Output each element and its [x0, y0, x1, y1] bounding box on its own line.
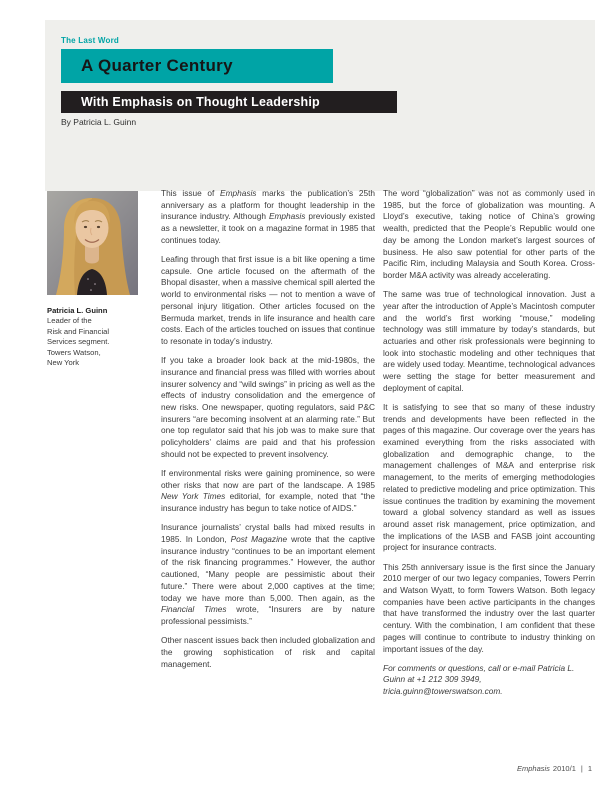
photo-caption	[47, 306, 155, 368]
page-title: A Quarter Century	[81, 56, 233, 75]
footer-magazine-name: Emphasis	[516, 764, 550, 773]
footer-issue: 2010/1	[552, 764, 576, 773]
portrait-illustration	[47, 191, 138, 295]
footer-divider: |	[580, 764, 583, 773]
caption-line: Risk and Financial	[47, 326, 110, 336]
paragraph: The word “globalization” was not as commonly used in 1985, but the force of globalization was mounting. A Lloyd’s executive, taking notice of China’s growing wealth, predicted that the People’s Republic would one day be among the London market’s largest sources of business. He also saw potential for other parts of the Pacific Rim, including Malaysia and South Korea. Cross-border M&A activity was already accelerating.	[383, 188, 595, 280]
byline: By Patricia L. Guinn	[61, 117, 137, 127]
footer-page-number: 1	[587, 764, 592, 773]
page-subtitle: With Emphasis on Thought Leadership	[81, 95, 320, 109]
paragraph: Leafing through that first issue is a bit like opening a time capsule. One article focused on the aftermath of the Bhopal disaster, when a massive chemical spill alerted the world to environmental risks — not to mention a wave of personal injury litigation. Other articles focused on the Bermuda market, trends in life insurance and health care costs. Each of the articles touched on issues that continue to resonate in today’s industry.	[161, 254, 375, 346]
paragraph: Other nascent issues back then included globalization and the growing sophistication of risk and capital management.	[161, 635, 376, 669]
paragraph: Insurance journalists’ crystal balls had mixed results in 1985. In London, Post Magazine wrote that the captive insurance industry “continues to be an important element of the risk financing programmes.” However, the author cautioned, “Many people are pessimistic about their future.” There were about 2,000 captives at the time; today we have more than 5,000. Then again, as the Financial Times wrote, “Insurers are by nature professional pessimists.”	[161, 522, 375, 626]
caption-line: Towers Watson,	[47, 347, 101, 357]
caption-name: Patricia L. Guinn	[47, 306, 108, 315]
portrait-photo	[47, 191, 138, 295]
paragraph: It is satisfying to see that so many of these industry trends and developments have been reflected in the pages of this magazine. Our coverage over the years has examined everything from the risks associated with globalization and demographic change, to the management challenges of M&A and enterprise risk management, to the merits of emerging methodologies related to predictive modeling and price optimization. This issue continues the tradition by examining the movement toward a global solvency standard as well as issues around asset risk management, price optimization, and the implications of the IASB and FASB joint accounting project for insurance contracts.	[383, 401, 595, 553]
caption-line: Leader of the	[47, 316, 92, 326]
contact-note: For comments or questions, call or e-mail Patricia L. Guinn at +1 212 309 3949, tricia.guinn@towerswatson.com.	[383, 662, 575, 697]
paragraph: If environmental risks were gaining prominence, so were other risks that now are part of the landscape. A 1985 New York Times editorial, for example, noted that “the insurance industry has begun to take notice of AIDS.”	[161, 467, 375, 514]
kicker: The Last Word	[61, 36, 120, 45]
paragraph: If you take a broader look back at the mid-1980s, the insurance and financial press was filled with worries about insurer solvency and “wild swings” in pricing as well as the effects of industry consolidation and the emergence of new risks. One newspaper, quoting regulators, said P&C insurers “are becoming insolvent at an alarming rate.” But one top regulator said that his job was to make sure that policyholders’ claims are paid and that his profession should not be expected to prevent insolvency.	[161, 355, 375, 459]
subtitle-box	[61, 91, 397, 113]
caption-line: New York	[47, 358, 80, 368]
page-footer	[517, 764, 592, 773]
paragraph: The same was true of technological innovation. Just a year after the introduction of Apple’s Macintosh computer and the world’s first working “mouse,” modeling technology was still immature by today’s standards, but actuaries and other risk professionals were beginning to look into stochastic modeling and other techniques that are widely used today. Meantime, technological advances were setting the stage for better measurement and deployment of capital.	[383, 289, 595, 393]
article-column-2	[383, 188, 595, 705]
title-box	[61, 49, 333, 83]
caption-line: Services segment.	[47, 337, 110, 347]
paragraph: This issue of Emphasis marks the publication’s 25th anniversary as a platform for thought leadership in the insurance industry. Although Emphasis previously existed as a newsletter, it took on a magazine format in 1985 that continues today.	[161, 188, 375, 245]
paragraph: This 25th anniversary issue is the first since the January 2010 merger of our two legacy companies, Towers Perrin and Watson Wyatt, to form Towers Watson. Both legacy companies have been active participants in the changes that have transformed the industry over the last quarter century. With the combination, I am confident that these pages will continue to contribute to industry thinking on important issues of the day.	[383, 561, 595, 654]
article-column-1	[161, 188, 375, 678]
